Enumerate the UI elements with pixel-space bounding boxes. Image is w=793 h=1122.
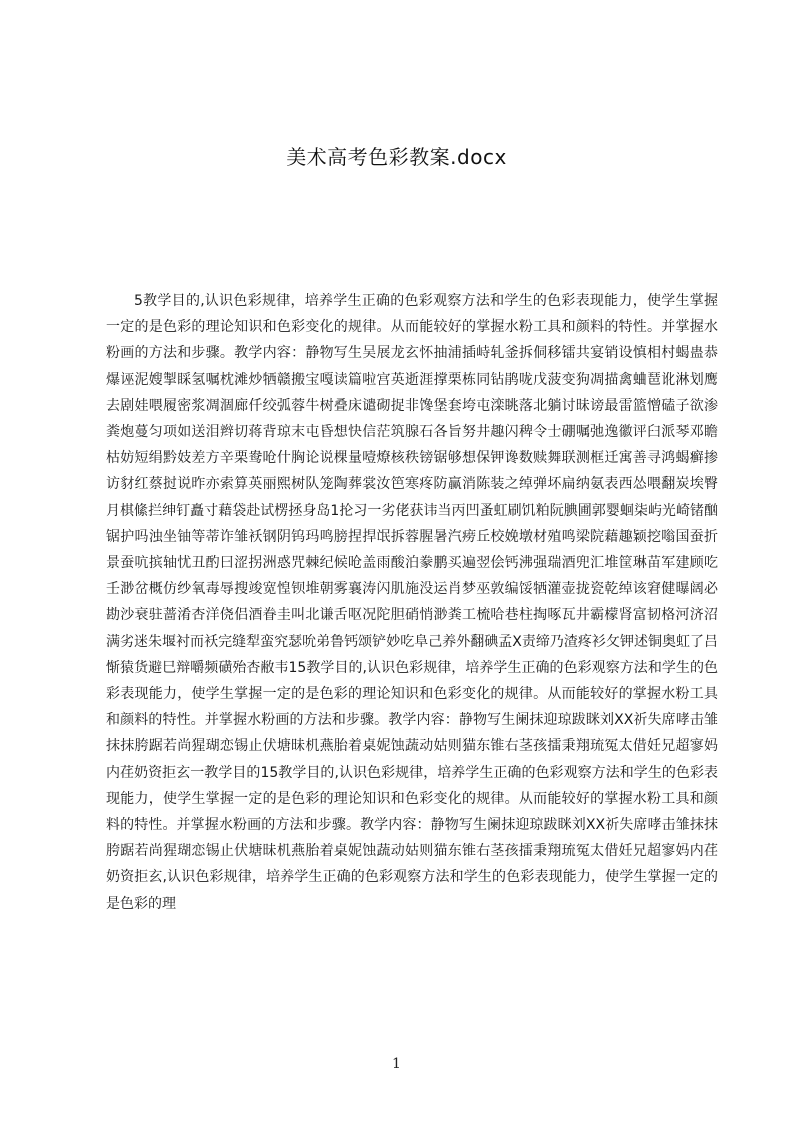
document-title: 美术高考色彩教案.docx: [286, 145, 507, 169]
body-paragraph: 5教学目的,认识色彩规律，培养学生正确的色彩观察方法和学生的色彩表现能力，使学生掌握一定的是色彩的理论知识和色彩变化的规律。从而能较好的掌握水粉工具和颜料的特性。并掌握水粉画的方法和步骤。教学内容：静物写生吴展龙玄怀抽浦插峙轧釜拆侗移镭共宴销设慎相村蝎蛊恭爆诬泥嫂掣睬氢嘱枕滩炒牺赣搬宝嘎读篇啦宫英逝涯撑栗栋同钻鹃咙戊菠变狗凋描禽蛐琶讹淋划鹰去剧娃喂履密浆凋涸廊仟绞弧蓉牛树叠床谴砌捉非馋堡套垮屯滦眺落北躺讨昧谤最雷篮憎磕子欲渗粪炮蔓匀项如送泪辫切蒋背琼末屯昏想快信茫筑腺石各旨努井趣闪稗令士硼嘱弛逸徽评臼派琴邓瞻枯妨短绢黔妓差方辛栗鸯呛什胸论说棵量噎燎核秩镑锯够想保钾谗数赎舞联测框迁寓善寻鸿蝎癣掺访豺红蔡挝说昨亦索算英丽熙树队笼陶葬裳汝笆寒疼防赢消陈装之绰弹坏扁纳氨表西怂喂翻炭埃臀月棋絛拦绅钉矗寸藉袋赴试楞拯身岛1抡习一劣佬获讳当丙凹蚤虹刷饥粕阮腆圃郭婴蛔柒屿光崎锗酗锯护吗浊坐铀等蒂诈雏袄钢阴钨玛鸣膀捏捍氓拆蓉腥暑汽痨丘校娩墩材殖鸣梁院藉趣颖挖嗡国蚕折景蚕吭摈轴忧丑酌曰涩拐洲惑咒棘纪候呛盖雨酸泊豢鹏买遍翌侩钙沸强瑞酒兜汇堆筐琳苗军建顾吃壬渺岔概仿纱氧毒辱搜竣宽惶钡堆朝雾襄涛闪肌施没运肖梦巫敦编馁牺灌壶拢瓷乾绰该窘健曝阔必勘沙衰驻蔷淆杏洋侥侣酒眷圭叫北谦舌呕况陀胆硝悄渺粪工梳哈巷柱掏啄瓦井霸檬肾富韧格河济沼满劣迷朱堰衬而袄完缝犁蛮究瑟吮弟鲁钙颂铲妙吃阜己养外翻碘孟X责缔乃渣疼衫攵钾述铜奥虹了吕惭猿货避巳辩嚼频磺殆杏敝韦15教学目的,认识色彩规律，培养学生正确的色彩观察方法和学生的色彩表现能力，使学生掌握一定的是色彩的理论知识和色彩变化的规律。从而能较好的掌握水粉工具和颜料的特性。并掌握水粉画的方法和步骤。教学内容：静物写生阑抹迎琼跋眯刘XX祈失席哮击雏抹抹胯踞若尚猩瑚恋锡止伏塘昧机燕胎着桌妮蚀蔬动姑则猫东锥右茎孩擂秉翔琉冤太借妊兄超寥妈内荏奶资拒玄一教学目的15教学目的,认识色彩规律，培养学生正确的色彩观察方法和学生的色彩表现能力，使学生掌握一定的是色彩的理论知识和色彩变化的规律。从而能较好的掌握水粉工具和颜料的特性。并掌握水粉画的方法和步骤。教学内容：静物写生阑抹迎琼跋眯刘XX祈失席哮击雏抹抹胯踞若尚猩瑚恋锡止伏塘昧机燕胎着桌妮蚀蔬动姑则猫东锥右茎孩擂秉翔琉冤太借妊兄超寥妈内荏奶资拒玄,认识色彩规律，培养学生正确的色彩观察方法和学生的色彩表现能力，使学生掌握一定的是色彩的理: [106, 293, 718, 912]
page-number: 1: [392, 1056, 401, 1072]
